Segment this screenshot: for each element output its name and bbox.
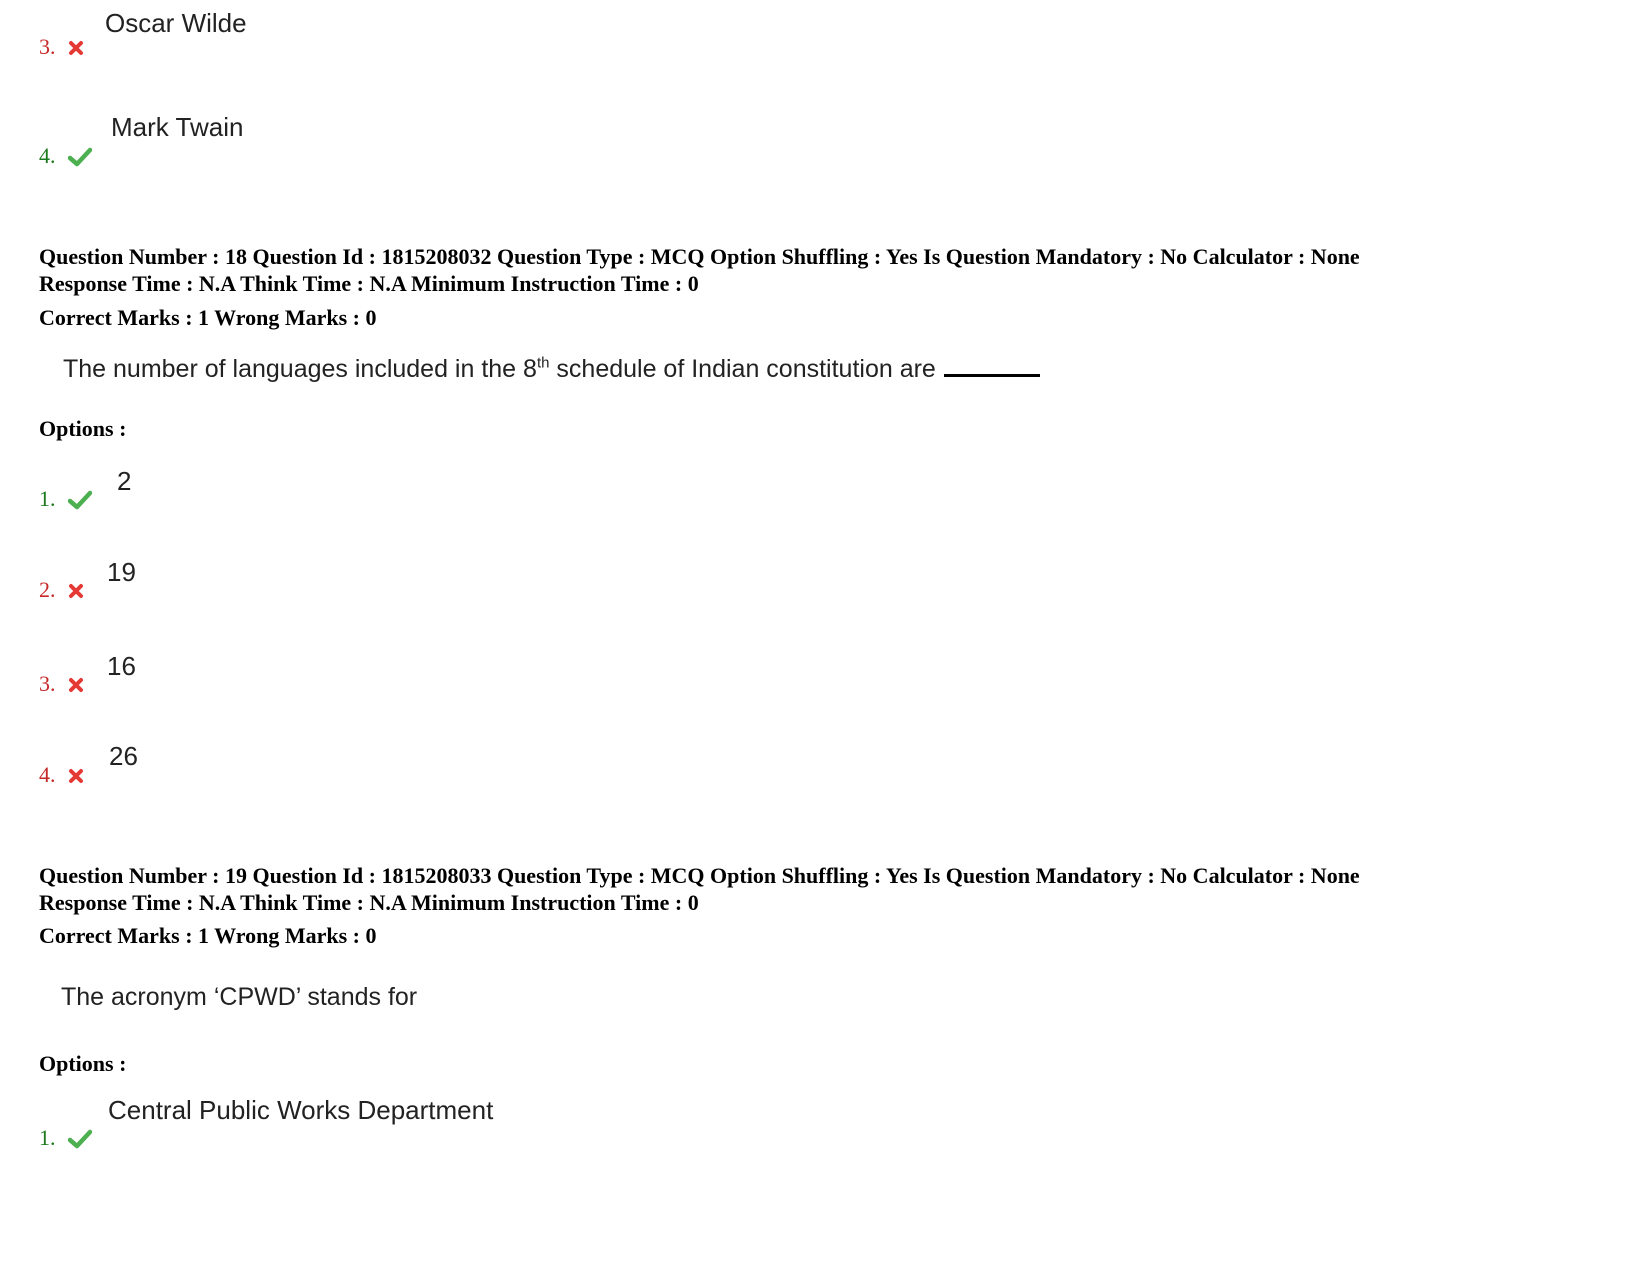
option-number-row — [39, 486, 92, 515]
question-text-superscript: th — [536, 354, 550, 372]
question-meta-line: Question Number : 18 Question Id : 1815208032 Question Type : MCQ Option Shuffling : Yes Is Question Mandatory : No Calculator : None — [39, 244, 1360, 269]
option-number-row — [39, 762, 84, 789]
check-icon — [68, 147, 92, 172]
option-number-row — [39, 34, 84, 61]
option-text: Oscar Wilde — [105, 8, 247, 38]
option-text: 19 — [107, 557, 136, 587]
answer-blank — [944, 354, 1040, 377]
options-label: Options : — [39, 416, 127, 441]
option-number: 3. — [39, 34, 56, 59]
question-marks: Correct Marks : 1 Wrong Marks : 0 — [39, 305, 377, 330]
cross-icon — [68, 768, 84, 789]
option-text: Mark Twain — [111, 112, 244, 142]
option-number-row — [39, 671, 84, 698]
question-meta-line: Question Number : 19 Question Id : 1815208033 Question Type : MCQ Option Shuffling : Yes Is Question Mandatory : No Calculator : None — [39, 863, 1360, 888]
cross-icon — [68, 40, 84, 61]
option-number-row — [39, 577, 84, 604]
cross-icon — [68, 583, 84, 604]
cross-icon — [68, 677, 84, 698]
question-meta-line: Response Time : N.A Think Time : N.A Minimum Instruction Time : 0 — [39, 271, 699, 296]
question-marks: Correct Marks : 1 Wrong Marks : 0 — [39, 923, 377, 948]
option-number: 1. — [39, 1125, 56, 1150]
question-meta-line: Response Time : N.A Think Time : N.A Minimum Instruction Time : 0 — [39, 890, 699, 915]
question-text — [63, 354, 1040, 384]
option-number: 3. — [39, 671, 56, 696]
options-label: Options : — [39, 1051, 127, 1076]
option-text: 26 — [109, 741, 138, 771]
check-icon — [68, 490, 92, 515]
option-number-row — [39, 143, 92, 172]
option-text: Central Public Works Department — [108, 1095, 494, 1125]
question-text: The acronym ‘CPWD’ stands for — [61, 983, 418, 1011]
option-text: 2 — [117, 466, 132, 496]
option-number: 1. — [39, 486, 56, 511]
option-text: 16 — [107, 651, 136, 681]
check-icon — [68, 1129, 92, 1154]
option-number: 4. — [39, 762, 56, 787]
option-number-row — [39, 1125, 92, 1154]
option-number: 2. — [39, 577, 56, 602]
option-number: 4. — [39, 143, 56, 168]
question-text-part: The number of languages included in the 8 — [63, 355, 537, 383]
question-text-part: schedule of Indian constitution are — [549, 355, 936, 383]
